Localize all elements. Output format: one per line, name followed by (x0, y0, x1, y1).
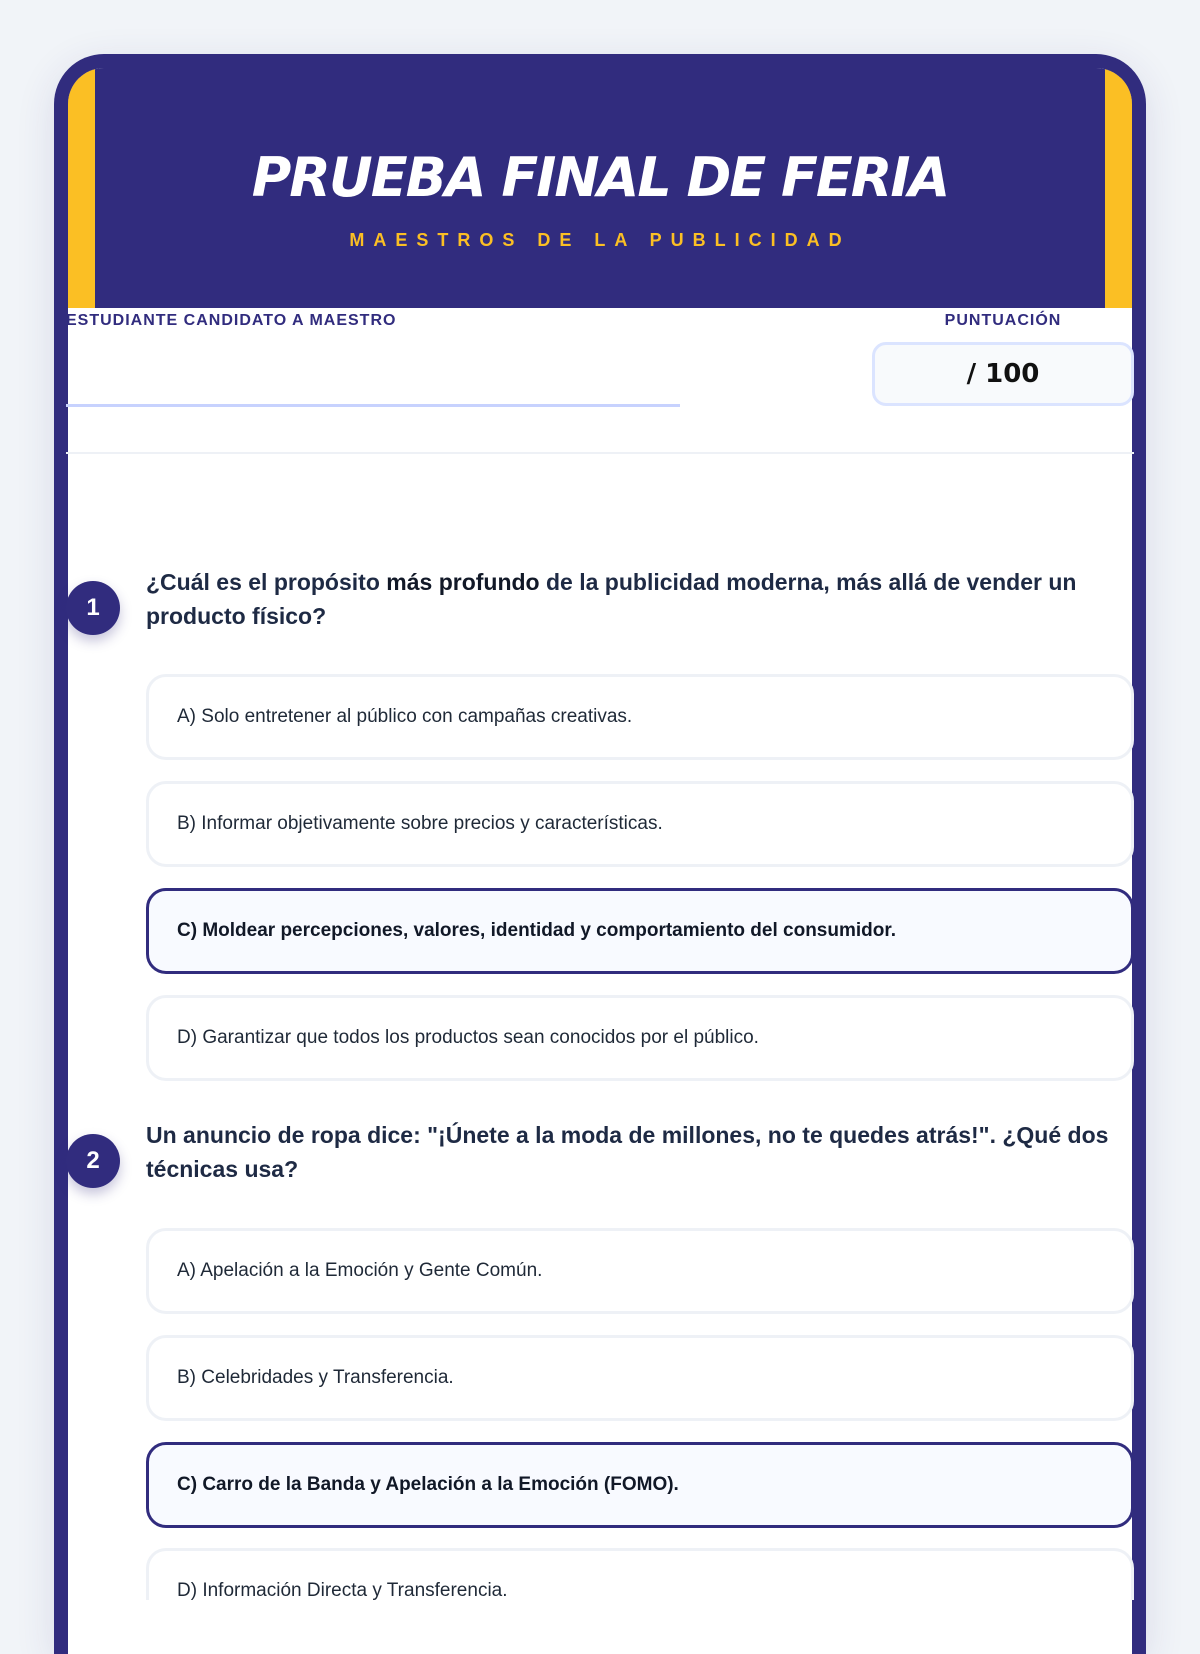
question-text: ¿Cuál es el propósito más profundo de la publicidad moderna, más allá de vender un producto físico? (146, 569, 1077, 629)
quiz-title: PRUEBA FINAL DE FERIA (251, 146, 949, 209)
answer-option-d[interactable]: D) Información Directa y Transferencia. (146, 1548, 1134, 1600)
answer-option-d[interactable]: D) Garantizar que todos los productos sean conocidos por el público. (146, 995, 1134, 1081)
quiz-header (68, 68, 1132, 308)
answer-option-c-selected[interactable]: C) Moldear percepciones, valores, identidad y comportamiento del consumidor. (146, 888, 1134, 974)
question-number-badge: 2 (66, 1134, 120, 1188)
score-field[interactable]: / 100 (872, 342, 1134, 406)
question-2 (66, 1122, 1134, 1601)
answer-option-b[interactable]: B) Informar objetivamente sobre precios y características. (146, 781, 1134, 867)
answer-option-a[interactable]: A) Solo entretener al público con campañas creativas. (146, 674, 1134, 760)
answer-option-b[interactable]: B) Celebridades y Transferencia. (146, 1335, 1134, 1421)
question-number-badge: 1 (66, 581, 120, 635)
answer-option-a[interactable]: A) Apelación a la Emoción y Gente Común. (146, 1228, 1134, 1314)
score-label: PUNTUACIÓN (944, 312, 1062, 329)
question-1 (66, 569, 1134, 1081)
answer-option-c-selected[interactable]: C) Carro de la Banda y Apelación a la Emoción (FOMO). (146, 1442, 1134, 1528)
student-info-section (66, 312, 1134, 454)
student-name-label: ESTUDIANTE CANDIDATO A MAESTRO (66, 312, 397, 329)
quiz-subtitle: MAESTROS DE LA PUBLICIDAD (349, 230, 851, 250)
student-name-input[interactable] (66, 404, 680, 407)
question-text: Un anuncio de ropa dice: "¡Únete a la moda de millones, no te quedes atrás!". ¿Qué dos técnicas usa? (146, 1122, 1109, 1182)
